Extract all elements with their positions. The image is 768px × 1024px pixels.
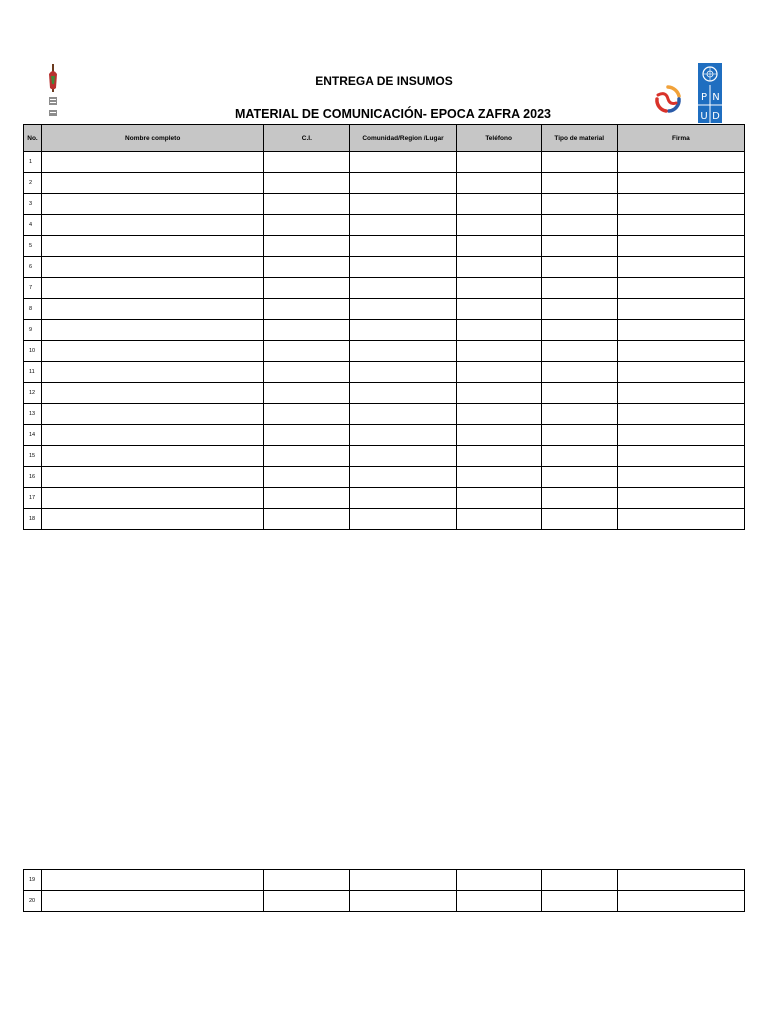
firma-cell[interactable]: [617, 299, 744, 320]
comunidad-cell[interactable]: [350, 362, 456, 383]
table-row: [24, 257, 745, 278]
ci-cell[interactable]: [264, 299, 350, 320]
ci-cell[interactable]: [264, 362, 350, 383]
firma-cell[interactable]: [617, 383, 744, 404]
row-number: 11: [24, 362, 42, 383]
nombre-cell[interactable]: [42, 236, 264, 257]
comunidad-cell[interactable]: [350, 194, 456, 215]
ci-cell[interactable]: [264, 509, 350, 530]
ci-cell[interactable]: [264, 383, 350, 404]
comunidad-cell[interactable]: [350, 509, 456, 530]
firma-cell[interactable]: [617, 236, 744, 257]
ci-cell[interactable]: [264, 278, 350, 299]
nombre-cell[interactable]: [42, 404, 264, 425]
firma-cell[interactable]: [617, 215, 744, 236]
comunidad-cell[interactable]: [350, 236, 456, 257]
telefono-cell[interactable]: [456, 194, 541, 215]
col-header-nombre: Nombre completo: [42, 125, 264, 152]
comunidad-cell[interactable]: [350, 404, 456, 425]
firma-cell[interactable]: [617, 509, 744, 530]
table-row: [24, 467, 745, 488]
table-row: [24, 383, 745, 404]
col-header-telefono: Teléfono: [456, 125, 541, 152]
nombre-cell[interactable]: [42, 509, 264, 530]
table-row: [24, 488, 745, 509]
telefono-cell[interactable]: [456, 362, 541, 383]
comunidad-cell[interactable]: [350, 278, 456, 299]
col-header-tipo-material: Tipo de material: [541, 125, 617, 152]
table-row: [24, 173, 745, 194]
row-number: 1: [24, 152, 42, 173]
firma-cell[interactable]: [617, 152, 744, 173]
row-number: 14: [24, 425, 42, 446]
table-row: [24, 891, 745, 912]
telefono-cell[interactable]: [456, 425, 541, 446]
row-number: 7: [24, 278, 42, 299]
nombre-cell[interactable]: [42, 870, 264, 891]
table-row: [24, 362, 745, 383]
ci-cell[interactable]: [264, 257, 350, 278]
table-row: [24, 278, 745, 299]
comunidad-cell[interactable]: [350, 341, 456, 362]
comunidad-cell[interactable]: [350, 152, 456, 173]
nombre-cell[interactable]: [42, 299, 264, 320]
table-row: [24, 152, 745, 173]
tipo-material-cell[interactable]: [541, 404, 617, 425]
firma-cell[interactable]: [617, 362, 744, 383]
firma-cell[interactable]: [617, 467, 744, 488]
row-number: 6: [24, 257, 42, 278]
table-row: [24, 425, 745, 446]
nombre-cell[interactable]: [42, 341, 264, 362]
ci-cell[interactable]: [264, 870, 350, 891]
comunidad-cell[interactable]: [350, 425, 456, 446]
ci-cell[interactable]: [264, 341, 350, 362]
tipo-material-cell[interactable]: [541, 870, 617, 891]
row-number: 18: [24, 509, 42, 530]
row-number: 5: [24, 236, 42, 257]
row-number: 15: [24, 446, 42, 467]
telefono-cell[interactable]: [456, 509, 541, 530]
telefono-cell[interactable]: [456, 341, 541, 362]
document-title: ENTREGA DE INSUMOS: [315, 74, 453, 88]
telefono-cell[interactable]: [456, 152, 541, 173]
table-row: [24, 341, 745, 362]
row-number: 2: [24, 173, 42, 194]
tipo-material-cell[interactable]: [541, 383, 617, 404]
telefono-cell[interactable]: [456, 299, 541, 320]
nombre-cell[interactable]: [42, 278, 264, 299]
table-row: [24, 320, 745, 341]
telefono-cell[interactable]: [456, 278, 541, 299]
nombre-cell[interactable]: [42, 194, 264, 215]
comunidad-cell[interactable]: [350, 891, 456, 912]
comunidad-cell[interactable]: [350, 383, 456, 404]
ci-cell[interactable]: [264, 467, 350, 488]
firma-cell[interactable]: [617, 870, 744, 891]
tipo-material-cell[interactable]: [541, 152, 617, 173]
row-number: 20: [24, 891, 42, 912]
nombre-cell[interactable]: [42, 383, 264, 404]
table-row: [24, 236, 745, 257]
row-number: 13: [24, 404, 42, 425]
firma-cell[interactable]: [617, 320, 744, 341]
table-row: [24, 194, 745, 215]
comunidad-cell[interactable]: [350, 488, 456, 509]
row-number: 19: [24, 870, 42, 891]
ci-cell[interactable]: [264, 404, 350, 425]
firma-cell[interactable]: [617, 341, 744, 362]
tipo-material-cell[interactable]: [541, 215, 617, 236]
table-row: [24, 446, 745, 467]
tipo-material-cell[interactable]: [541, 509, 617, 530]
row-number: 12: [24, 383, 42, 404]
nombre-cell[interactable]: [42, 467, 264, 488]
col-header-ci: C.I.: [264, 125, 350, 152]
nombre-cell[interactable]: [42, 257, 264, 278]
tipo-material-cell[interactable]: [541, 236, 617, 257]
tipo-material-cell[interactable]: [541, 341, 617, 362]
ci-cell[interactable]: [264, 173, 350, 194]
telefono-cell[interactable]: [456, 383, 541, 404]
telefono-cell[interactable]: [456, 467, 541, 488]
ci-cell[interactable]: [264, 152, 350, 173]
table-row: [24, 215, 745, 236]
ci-cell[interactable]: [264, 446, 350, 467]
row-number: 17: [24, 488, 42, 509]
tipo-material-cell[interactable]: [541, 425, 617, 446]
ci-cell[interactable]: [264, 236, 350, 257]
telefono-cell[interactable]: [456, 320, 541, 341]
tipo-material-cell[interactable]: [541, 362, 617, 383]
tipo-material-cell[interactable]: [541, 257, 617, 278]
comunidad-cell[interactable]: [350, 446, 456, 467]
nombre-cell[interactable]: [42, 362, 264, 383]
firma-cell[interactable]: [617, 891, 744, 912]
firma-cell[interactable]: [617, 488, 744, 509]
firma-cell[interactable]: [617, 257, 744, 278]
table-row: [24, 299, 745, 320]
document-subtitle: MATERIAL DE COMUNICACIÓN- EPOCA ZAFRA 2023: [235, 107, 551, 121]
swirl-logo: [652, 83, 684, 115]
row-number: 4: [24, 215, 42, 236]
nombre-cell[interactable]: [42, 446, 264, 467]
ci-cell[interactable]: [264, 891, 350, 912]
telefono-cell[interactable]: [456, 488, 541, 509]
table-header-row: [24, 125, 745, 152]
comunidad-cell[interactable]: [350, 215, 456, 236]
comunidad-cell[interactable]: [350, 299, 456, 320]
comunidad-cell[interactable]: [350, 173, 456, 194]
row-number: 8: [24, 299, 42, 320]
tipo-material-cell[interactable]: [541, 299, 617, 320]
telefono-cell[interactable]: [456, 891, 541, 912]
telefono-cell[interactable]: [456, 446, 541, 467]
tipo-material-cell[interactable]: [541, 488, 617, 509]
svg-text:D: D: [712, 111, 720, 122]
firma-cell[interactable]: [617, 446, 744, 467]
telefono-cell[interactable]: [456, 173, 541, 194]
telefono-cell[interactable]: [456, 215, 541, 236]
undp-logo: [698, 63, 722, 123]
telefono-cell[interactable]: [456, 257, 541, 278]
col-header-firma: Firma: [617, 125, 744, 152]
telefono-cell[interactable]: [456, 236, 541, 257]
row-number: 16: [24, 467, 42, 488]
col-header-no: No.: [24, 125, 42, 152]
row-number: 3: [24, 194, 42, 215]
nombre-cell[interactable]: [42, 215, 264, 236]
nombre-cell[interactable]: [42, 891, 264, 912]
nombre-cell[interactable]: [42, 320, 264, 341]
tipo-material-cell[interactable]: [541, 891, 617, 912]
nombre-cell[interactable]: [42, 152, 264, 173]
ci-cell[interactable]: [264, 488, 350, 509]
tipo-material-cell[interactable]: [541, 173, 617, 194]
firma-cell[interactable]: [617, 404, 744, 425]
telefono-cell[interactable]: [456, 870, 541, 891]
firma-cell[interactable]: [617, 278, 744, 299]
ci-cell[interactable]: [264, 425, 350, 446]
tipo-material-cell[interactable]: [541, 194, 617, 215]
table-row: [24, 404, 745, 425]
telefono-cell[interactable]: [456, 404, 541, 425]
svg-text:P: P: [700, 92, 708, 103]
tipo-material-cell[interactable]: [541, 446, 617, 467]
table-row: [24, 509, 745, 530]
delivery-table-continuation: [23, 869, 745, 912]
ci-cell[interactable]: [264, 215, 350, 236]
nombre-cell[interactable]: [42, 425, 264, 446]
comunidad-cell[interactable]: [350, 870, 456, 891]
comunidad-cell[interactable]: [350, 320, 456, 341]
tipo-material-cell[interactable]: [541, 278, 617, 299]
comunidad-cell[interactable]: [350, 467, 456, 488]
row-number: 10: [24, 341, 42, 362]
firma-cell[interactable]: [617, 173, 744, 194]
firma-cell[interactable]: [617, 194, 744, 215]
comunidad-cell[interactable]: [350, 257, 456, 278]
delivery-table: [23, 124, 745, 530]
nombre-cell[interactable]: [42, 173, 264, 194]
firma-cell[interactable]: [617, 425, 744, 446]
svg-text:N: N: [712, 92, 720, 103]
table-row: [24, 870, 745, 891]
row-number: 9: [24, 320, 42, 341]
ci-cell[interactable]: [264, 194, 350, 215]
tipo-material-cell[interactable]: [541, 467, 617, 488]
svg-text:U: U: [700, 111, 708, 122]
tipo-material-cell[interactable]: [541, 320, 617, 341]
col-header-comunidad: Comunidad/Region /Lugar: [350, 125, 456, 152]
ci-cell[interactable]: [264, 320, 350, 341]
nombre-cell[interactable]: [42, 488, 264, 509]
